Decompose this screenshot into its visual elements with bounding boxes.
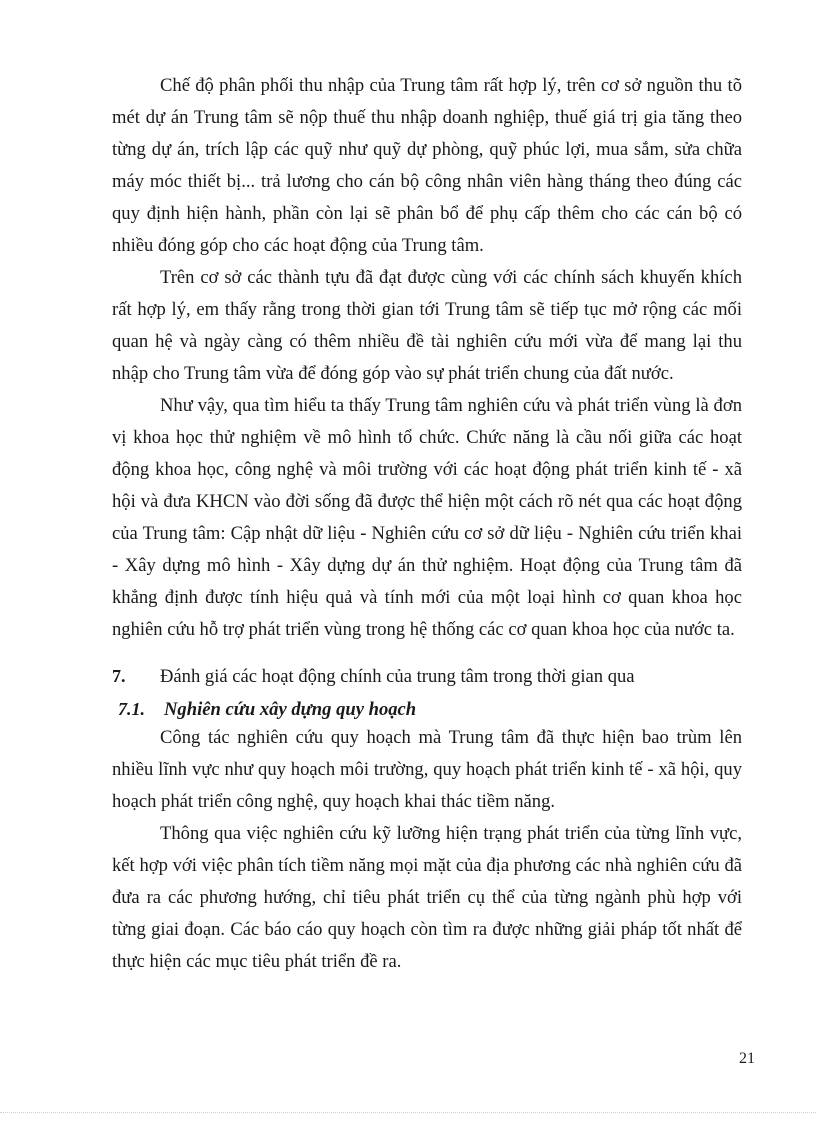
section-7-1-title: Nghiên cứu xây dựng quy hoạch (164, 699, 417, 720)
paragraph-center-summary: Như vậy, qua tìm hiểu ta thấy Trung tâm nghiên cứu và phát triển vùng là đơn vị khoa học thử nghiệm về mô hình tổ chức. Chức năng là cầu nối giữa các hoạt động khoa học, công nghệ và môi trường với các hoạt động phát triển kinh tế - xã hội và đưa KHCN vào đời sống đã được thể hiện một cách rõ nét qua các hoạt động của Trung tâm: Cập nhật dữ liệu - Nghiên cứu cơ sở dữ liệu - Nghiên cứu triển khai - Xây dựng mô hình - Xây dựng dự án thử nghiệm. Hoạt động của Trung tâm đã khẳng định được tính hiệu quả và tính mới của một loại hình cơ quan khoa học nghiên cứu hỗ trợ phát triển vùng trong hệ thống các cơ quan khoa học của nước ta. (112, 395, 742, 640)
document-body (112, 70, 742, 978)
paragraph-planning-method: Thông qua việc nghiên cứu kỹ lưỡng hiện trạng phát triển của từng lĩnh vực, kết hợp với việc phân tích tiềm năng mọi mặt của địa phương các nhà nghiên cứu đã đưa ra các phương hướng, chỉ tiêu phát triển cụ thể của từng ngành phù hợp với từng giai đoạn. Các báo cáo quy hoạch còn tìm ra được những giải pháp tốt nhất để thực hiện các mục tiêu phát triển đề ra. (112, 823, 742, 972)
section-7-1-number: 7.1. (118, 699, 145, 719)
page-bottom-divider (0, 1112, 816, 1113)
section-7-heading (112, 656, 742, 690)
paragraph-income-distribution: Chế độ phân phối thu nhập của Trung tâm rất hợp lý, trên cơ sở nguồn thu tõ mét dự án Trung tâm sẽ nộp thuế thu nhập doanh nghiệp, thuế giá trị gia tăng theo từng dự án, trích lập các quỹ như quỹ dự phòng, quỹ phúc lợi, mua sắm, sửa chữa máy móc thiết bị... trả lương cho cán bộ công nhân viên hàng tháng theo đúng các quy định hiện hành, phần còn lại sẽ phân bổ để phụ cấp thêm cho các cán bộ có nhiều đóng góp cho các hoạt động của Trung tâm. (112, 75, 742, 256)
section-7-title: Đánh giá các hoạt động chính của trung tâm trong thời gian qua (160, 666, 635, 687)
paragraph-future-outlook: Trên cơ sở các thành tựu đã đạt được cùng với các chính sách khuyến khích rất hợp lý, em thấy rằng trong thời gian tới Trung tâm sẽ tiếp tục mở rộng các mối quan hệ và ngày càng có thêm nhiều đề tài nghiên cứu mới vừa để mang lại thu nhập cho Trung tâm vừa để đóng góp vào sự phát triển chung của đất nước. (112, 267, 742, 384)
page-number: 21 (739, 1050, 755, 1067)
section-7-number: 7. (112, 666, 126, 686)
paragraph-planning-scope: Công tác nghiên cứu quy hoạch mà Trung tâm đã thực hiện bao trùm lên nhiều lĩnh vực như quy hoạch môi trường, quy hoạch phát triển kinh tế - xã hội, quy hoạch phát triển công nghệ, quy hoạch khai thác tiềm năng. (112, 727, 742, 812)
section-7-1-heading (112, 690, 742, 722)
